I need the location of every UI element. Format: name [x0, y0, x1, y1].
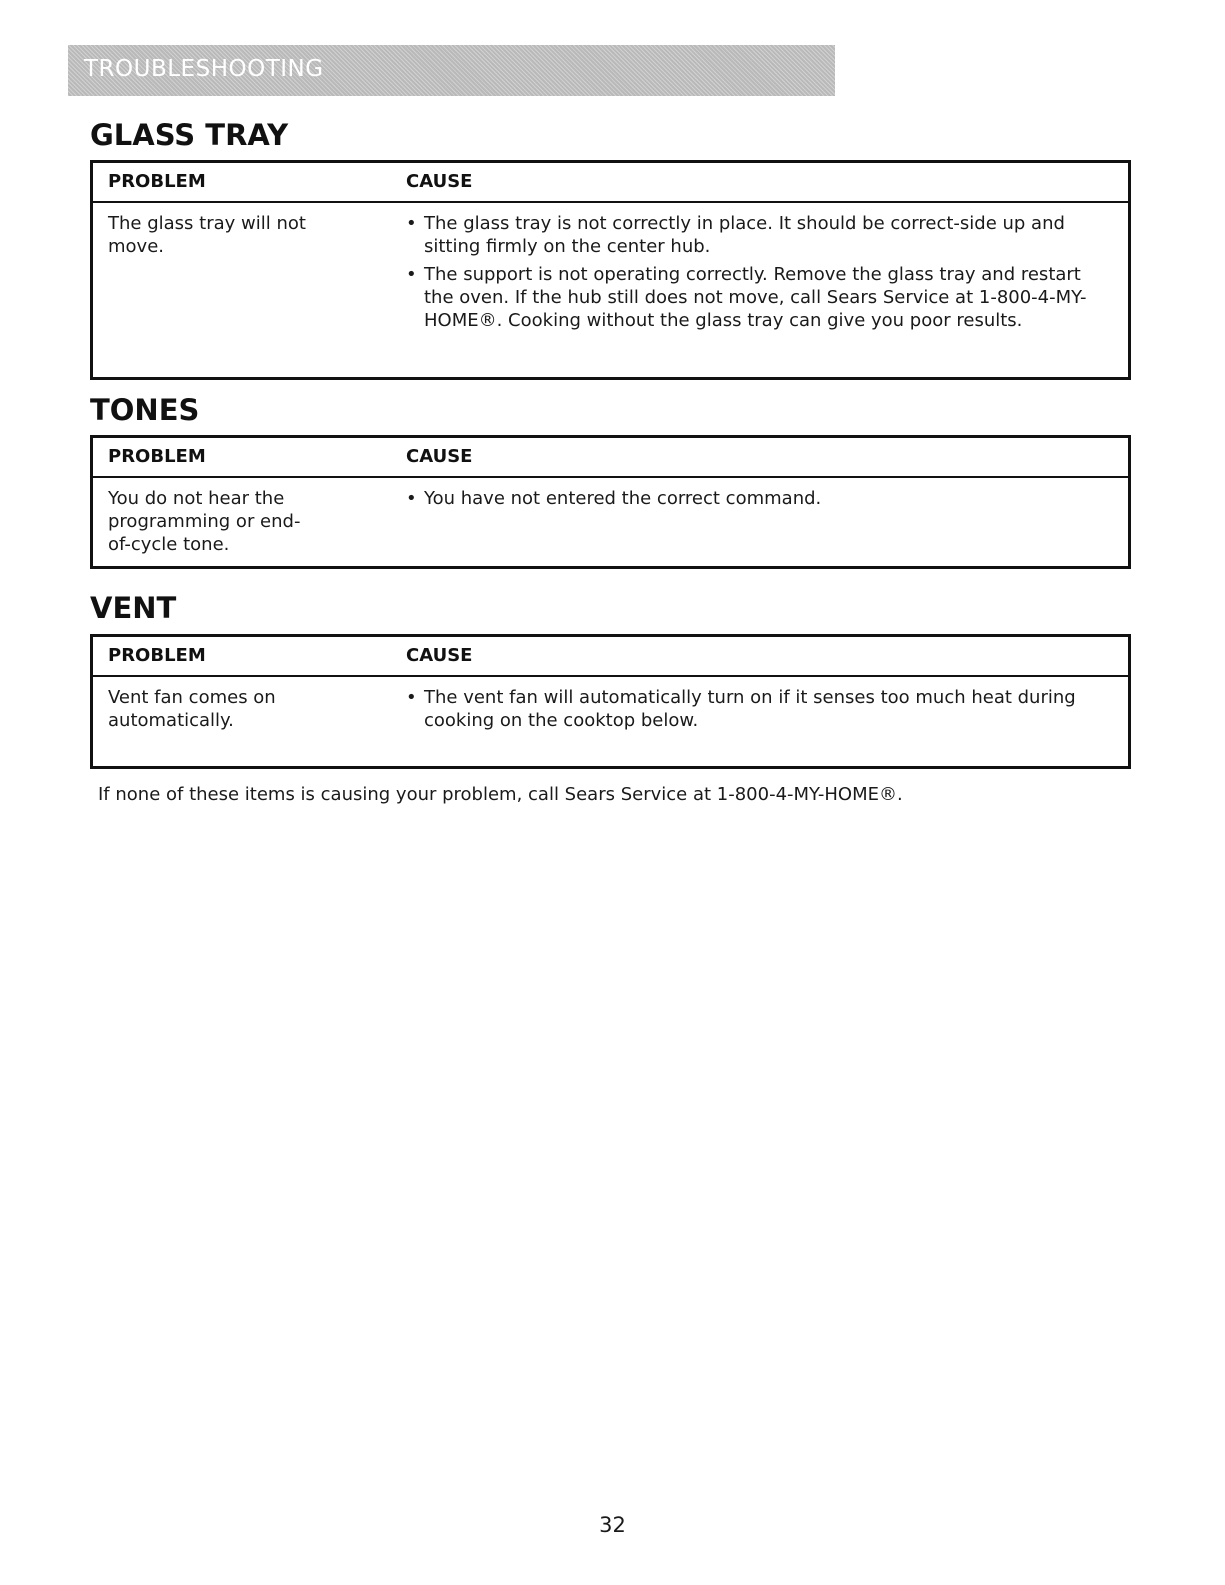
cause-list	[406, 487, 1116, 515]
problem-column-header: PROBLEM	[108, 645, 206, 666]
cause-item	[406, 263, 1116, 332]
bullet-icon: •	[406, 213, 417, 234]
bullet-icon: •	[406, 687, 417, 708]
cause-list	[406, 686, 1116, 737]
cause-column-header: CAUSE	[406, 645, 473, 666]
cause-column-header: CAUSE	[406, 171, 473, 192]
bullet-icon: •	[406, 488, 417, 509]
cause-text: You have not entered the correct command.	[424, 488, 822, 509]
cause-text: The vent fan will automatically turn on if it senses too much heat during cooking on the cooktop below.	[424, 687, 1076, 731]
troubleshooting-table-tones	[90, 435, 1131, 569]
problem-text: You do not hear the programming or end-of-cycle tone.	[108, 488, 301, 555]
troubleshooting-table-glass-tray	[90, 160, 1131, 380]
troubleshooting-table-vent	[90, 634, 1131, 769]
cause-item	[406, 686, 1116, 732]
cause-item	[406, 212, 1116, 258]
footer-note: If none of these items is causing your problem, call Sears Service at 1-800-4-MY-HOME®.	[98, 784, 903, 805]
cause-list	[406, 212, 1116, 337]
cause-text: The support is not operating correctly. Remove the glass tray and restart the oven. If the hub still does not move, call Sears Service at 1-800-4-MY-HOME®. Cooking without the glass tray can give you poor results.	[424, 264, 1087, 331]
table-header	[93, 163, 1128, 203]
problem-column-header: PROBLEM	[108, 446, 206, 467]
table-header	[93, 438, 1128, 478]
banner-title: TROUBLESHOOTING	[84, 56, 324, 82]
cause-text: The glass tray is not correctly in place. It should be correct-side up and sitting firmly on the center hub.	[424, 213, 1065, 257]
bullet-icon: •	[406, 264, 417, 285]
section-heading-vent: VENT	[90, 591, 177, 625]
cause-column-header: CAUSE	[406, 446, 473, 467]
section-banner	[68, 45, 835, 96]
section-heading-tones: TONES	[90, 393, 200, 427]
problem-text: Vent fan comes on automatically.	[108, 687, 276, 731]
table-header	[93, 637, 1128, 677]
problem-text: The glass tray will not move.	[108, 213, 306, 257]
section-heading-glass-tray: GLASS TRAY	[90, 118, 289, 152]
page-number: 32	[599, 1513, 626, 1537]
cause-item	[406, 487, 1116, 510]
problem-column-header: PROBLEM	[108, 171, 206, 192]
